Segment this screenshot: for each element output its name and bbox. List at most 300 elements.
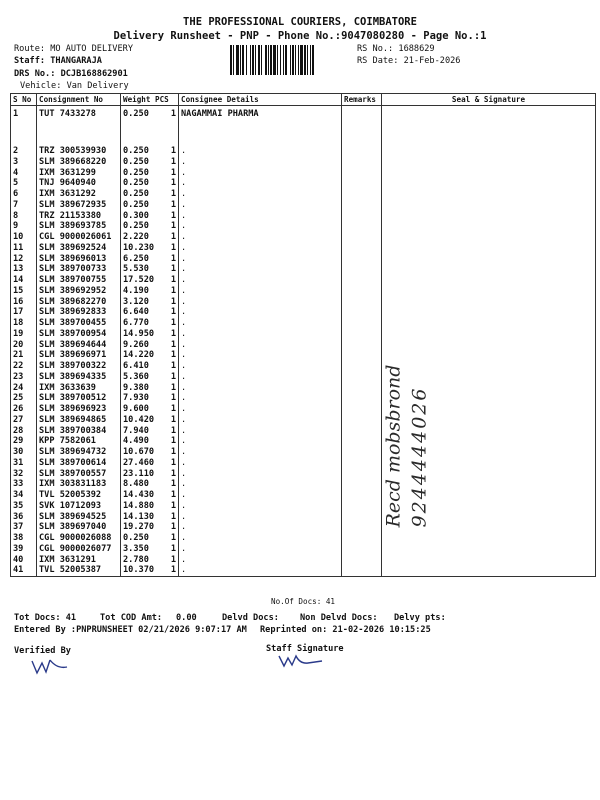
table-row bbox=[11, 157, 596, 168]
staff-signature bbox=[276, 652, 324, 670]
row-consignment-no: SLM 389700755 bbox=[37, 275, 121, 286]
row-seal bbox=[382, 329, 596, 340]
row-consignee: . bbox=[179, 490, 342, 501]
row-seal bbox=[382, 307, 596, 318]
row-consignment-no: CGL 9000026088 bbox=[37, 533, 121, 544]
row-sno: 27 bbox=[11, 415, 37, 426]
row-consignment-no: SLM 389700733 bbox=[37, 264, 121, 275]
runsheet-subtitle: Delivery Runsheet - PNP - Phone No.:9047080280 - Page No.:1 bbox=[113, 30, 487, 42]
table-row bbox=[11, 200, 596, 211]
row-weight: 14.430 bbox=[123, 490, 155, 500]
row-consignment-no: CGL 9000026077 bbox=[37, 544, 121, 555]
row-consignment-no: SLM 389694335 bbox=[37, 372, 121, 383]
row-sno: 25 bbox=[11, 393, 37, 404]
row-pcs: 1 bbox=[170, 500, 176, 511]
row-weight: 0.250 bbox=[123, 178, 149, 189]
row-sno: 41 bbox=[11, 565, 37, 576]
row-remarks bbox=[342, 479, 382, 490]
row-pcs: 1 bbox=[170, 285, 176, 296]
row-weight: 0.250 bbox=[123, 189, 149, 199]
table-row bbox=[11, 426, 596, 437]
row-pcs: 1 bbox=[170, 167, 176, 178]
row-weight: 6.770 bbox=[123, 318, 149, 328]
table-row bbox=[11, 565, 596, 576]
row-weight: 19.270 bbox=[123, 522, 155, 533]
row-consignment-no: SLM 389694525 bbox=[37, 512, 121, 523]
row-consignee: . bbox=[179, 200, 342, 211]
row-consignment-no: KPP 7582061 bbox=[37, 436, 121, 447]
row-remarks bbox=[342, 243, 382, 254]
row-consignee: . bbox=[179, 189, 342, 200]
barcode bbox=[230, 45, 353, 75]
row-weight-pcs bbox=[121, 106, 179, 147]
row-consignee: . bbox=[179, 232, 342, 243]
row-weight-pcs bbox=[121, 189, 179, 200]
row-consignment-no: SLM 389668220 bbox=[37, 157, 121, 168]
row-consignment-no: SLM 389692524 bbox=[37, 243, 121, 254]
table-row bbox=[11, 479, 596, 490]
row-consignee: . bbox=[179, 469, 342, 480]
row-consignment-no: SLM 389692952 bbox=[37, 286, 121, 297]
row-consignee: . bbox=[179, 533, 342, 544]
row-sno: 8 bbox=[11, 211, 37, 222]
row-remarks bbox=[342, 512, 382, 523]
row-pcs: 1 bbox=[170, 199, 176, 210]
row-pcs: 1 bbox=[170, 457, 176, 468]
row-pcs: 1 bbox=[170, 109, 176, 119]
row-weight: 2.220 bbox=[123, 232, 149, 242]
row-weight: 17.520 bbox=[123, 275, 155, 285]
non-delvd-docs: Non Delvd Docs: bbox=[300, 613, 378, 623]
row-consignment-no: TRZ 21153380 bbox=[37, 211, 121, 222]
col-remarks: Remarks bbox=[342, 94, 382, 106]
row-weight-pcs bbox=[121, 436, 179, 447]
handwritten-note bbox=[380, 365, 432, 528]
row-pcs: 1 bbox=[170, 533, 176, 543]
table-row bbox=[11, 221, 596, 232]
col-weight-pcs: Weight PCS bbox=[121, 94, 179, 106]
table-row bbox=[11, 501, 596, 512]
row-weight: 6.410 bbox=[123, 361, 149, 371]
row-consignee: . bbox=[179, 361, 342, 372]
handwritten-line-2: 9244444026 bbox=[408, 386, 431, 528]
row-consignment-no: SLM 389700614 bbox=[37, 458, 121, 469]
row-pcs: 1 bbox=[170, 511, 176, 522]
row-pcs: 1 bbox=[170, 339, 176, 350]
row-weight: 6.640 bbox=[123, 307, 149, 318]
row-weight-pcs bbox=[121, 512, 179, 523]
row-seal bbox=[382, 243, 596, 254]
row-consignee: . bbox=[179, 243, 342, 254]
row-sno: 30 bbox=[11, 447, 37, 458]
row-remarks bbox=[342, 264, 382, 275]
no-of-docs: No.Of Docs: 41 bbox=[271, 597, 336, 606]
row-weight-pcs bbox=[121, 404, 179, 415]
row-sno: 36 bbox=[11, 512, 37, 523]
row-remarks bbox=[342, 106, 382, 147]
row-consignment-no: SLM 389693785 bbox=[37, 221, 121, 232]
row-remarks bbox=[342, 415, 382, 426]
row-pcs: 1 bbox=[170, 490, 176, 500]
row-consignment-no: SLM 389682270 bbox=[37, 297, 121, 308]
row-remarks bbox=[342, 393, 382, 404]
row-weight-pcs bbox=[121, 232, 179, 243]
row-consignee: . bbox=[179, 447, 342, 458]
table-header-row bbox=[11, 94, 596, 106]
row-sno: 14 bbox=[11, 275, 37, 286]
table-row bbox=[11, 555, 596, 566]
row-pcs: 1 bbox=[170, 393, 176, 404]
row-weight-pcs bbox=[121, 565, 179, 576]
row-weight: 4.490 bbox=[123, 436, 149, 447]
row-remarks bbox=[342, 372, 382, 383]
row-pcs: 1 bbox=[170, 543, 176, 554]
row-consignee: . bbox=[179, 404, 342, 415]
row-consignment-no: SLM 389694644 bbox=[37, 340, 121, 351]
row-sno: 32 bbox=[11, 469, 37, 480]
row-consignment-no: SLM 389697040 bbox=[37, 522, 121, 533]
row-pcs: 1 bbox=[170, 382, 176, 393]
table-row bbox=[11, 404, 596, 415]
row-seal bbox=[382, 157, 596, 168]
row-weight: 0.250 bbox=[123, 109, 149, 119]
row-consignment-no: SLM 389694732 bbox=[37, 447, 121, 458]
row-pcs: 1 bbox=[170, 436, 176, 447]
row-weight-pcs bbox=[121, 221, 179, 232]
row-weight-pcs bbox=[121, 286, 179, 297]
row-remarks bbox=[342, 146, 382, 157]
row-weight-pcs bbox=[121, 361, 179, 372]
row-weight-pcs bbox=[121, 178, 179, 189]
row-sno: 4 bbox=[11, 168, 37, 179]
row-weight-pcs bbox=[121, 458, 179, 469]
row-weight: 6.250 bbox=[123, 253, 149, 264]
row-weight-pcs bbox=[121, 533, 179, 544]
row-weight-pcs bbox=[121, 544, 179, 555]
row-weight-pcs bbox=[121, 329, 179, 340]
row-pcs: 1 bbox=[170, 242, 176, 253]
row-consignment-no: SLM 389700954 bbox=[37, 329, 121, 340]
row-weight: 23.110 bbox=[123, 468, 155, 479]
table-row bbox=[11, 522, 596, 533]
row-weight-pcs bbox=[121, 393, 179, 404]
table-row bbox=[11, 329, 596, 340]
row-pcs: 1 bbox=[170, 253, 176, 264]
row-consignee: . bbox=[179, 479, 342, 490]
row-sno: 12 bbox=[11, 254, 37, 265]
drs-number: DRS No.: DCJB168862901 bbox=[14, 69, 128, 79]
row-seal bbox=[382, 232, 596, 243]
table-row bbox=[11, 436, 596, 447]
row-consignee: . bbox=[179, 544, 342, 555]
delvy-pts: Delvy pts: bbox=[394, 613, 446, 623]
row-consignee: . bbox=[179, 415, 342, 426]
table-row bbox=[11, 106, 596, 147]
row-seal bbox=[382, 106, 596, 147]
row-remarks bbox=[342, 490, 382, 501]
row-remarks bbox=[342, 254, 382, 265]
row-remarks bbox=[342, 329, 382, 340]
tot-cod-label: Tot COD Amt: bbox=[100, 613, 163, 623]
table-row bbox=[11, 243, 596, 254]
row-remarks bbox=[342, 458, 382, 469]
row-remarks bbox=[342, 350, 382, 361]
row-consignee: . bbox=[179, 168, 342, 179]
row-consignee: . bbox=[179, 383, 342, 394]
row-weight: 14.950 bbox=[123, 328, 155, 339]
row-remarks bbox=[342, 168, 382, 179]
col-sno: S No bbox=[11, 94, 37, 106]
row-weight-pcs bbox=[121, 318, 179, 329]
row-weight-pcs bbox=[121, 146, 179, 157]
row-sno: 3 bbox=[11, 157, 37, 168]
row-weight: 0.250 bbox=[123, 221, 149, 232]
row-weight-pcs bbox=[121, 372, 179, 383]
row-weight-pcs bbox=[121, 501, 179, 512]
row-seal bbox=[382, 178, 596, 189]
row-pcs: 1 bbox=[170, 275, 176, 285]
table-row bbox=[11, 264, 596, 275]
row-consignee: . bbox=[179, 211, 342, 222]
row-pcs: 1 bbox=[170, 210, 176, 221]
row-consignment-no: IXM 3631299 bbox=[37, 168, 121, 179]
row-seal bbox=[382, 533, 596, 544]
row-consignment-no: TVL 52005392 bbox=[37, 490, 121, 501]
row-weight-pcs bbox=[121, 490, 179, 501]
row-sno: 5 bbox=[11, 178, 37, 189]
row-weight-pcs bbox=[121, 168, 179, 179]
row-weight-pcs bbox=[121, 479, 179, 490]
row-consignment-no: SLM 389700557 bbox=[37, 469, 121, 480]
tot-cod-amount: 0.00 bbox=[176, 613, 197, 623]
row-weight-pcs bbox=[121, 264, 179, 275]
rs-number: RS No.: 1688629 bbox=[357, 44, 435, 54]
row-weight-pcs bbox=[121, 297, 179, 308]
row-sno: 11 bbox=[11, 243, 37, 254]
row-consignee: . bbox=[179, 350, 342, 361]
row-consignee: . bbox=[179, 146, 342, 157]
row-sno: 22 bbox=[11, 361, 37, 372]
row-remarks bbox=[342, 221, 382, 232]
row-weight: 10.670 bbox=[123, 447, 155, 457]
row-weight: 2.780 bbox=[123, 554, 149, 565]
row-weight-pcs bbox=[121, 522, 179, 533]
table-row bbox=[11, 275, 596, 286]
row-weight: 4.190 bbox=[123, 285, 149, 296]
row-weight: 14.220 bbox=[123, 350, 155, 361]
row-consignment-no: SLM 389696013 bbox=[37, 254, 121, 265]
row-sno: 28 bbox=[11, 426, 37, 437]
row-seal bbox=[382, 340, 596, 351]
row-consignee: . bbox=[179, 318, 342, 329]
table-row bbox=[11, 297, 596, 308]
row-pcs: 1 bbox=[170, 468, 176, 479]
row-weight: 3.120 bbox=[123, 296, 149, 307]
table-row bbox=[11, 458, 596, 469]
row-seal bbox=[382, 555, 596, 566]
table-row bbox=[11, 307, 596, 318]
row-consignment-no: TRZ 300539930 bbox=[37, 146, 121, 157]
row-weight: 5.360 bbox=[123, 371, 149, 382]
row-remarks bbox=[342, 307, 382, 318]
table-row bbox=[11, 211, 596, 222]
row-remarks bbox=[342, 447, 382, 458]
row-pcs: 1 bbox=[170, 554, 176, 565]
row-pcs: 1 bbox=[170, 479, 176, 490]
row-weight-pcs bbox=[121, 426, 179, 437]
row-consignment-no: CGL 9000026061 bbox=[37, 232, 121, 243]
table-row bbox=[11, 168, 596, 179]
row-consignee: . bbox=[179, 372, 342, 383]
row-weight: 27.460 bbox=[123, 457, 155, 468]
row-pcs: 1 bbox=[170, 414, 176, 425]
row-consignee: . bbox=[179, 221, 342, 232]
row-consignee: . bbox=[179, 501, 342, 512]
row-consignee: . bbox=[179, 297, 342, 308]
row-sno: 34 bbox=[11, 490, 37, 501]
row-sno: 15 bbox=[11, 286, 37, 297]
row-weight: 14.130 bbox=[123, 511, 155, 522]
row-consignee: . bbox=[179, 264, 342, 275]
row-weight: 7.930 bbox=[123, 393, 149, 404]
row-pcs: 1 bbox=[170, 232, 176, 242]
row-consignment-no: TUT 7433278 bbox=[37, 106, 121, 147]
table-row bbox=[11, 533, 596, 544]
table-row bbox=[11, 178, 596, 189]
rs-date: RS Date: 21-Feb-2026 bbox=[357, 56, 461, 66]
row-pcs: 1 bbox=[170, 447, 176, 457]
row-consignment-no: SLM 389700384 bbox=[37, 426, 121, 437]
table-row bbox=[11, 146, 596, 157]
row-remarks bbox=[342, 232, 382, 243]
row-pcs: 1 bbox=[170, 350, 176, 361]
row-weight-pcs bbox=[121, 200, 179, 211]
row-consignee: . bbox=[179, 426, 342, 437]
row-sno: 19 bbox=[11, 329, 37, 340]
row-consignment-no: SLM 389700512 bbox=[37, 393, 121, 404]
table-row bbox=[11, 383, 596, 394]
row-remarks bbox=[342, 157, 382, 168]
row-sno: 24 bbox=[11, 383, 37, 394]
row-consignment-no: SLM 389700322 bbox=[37, 361, 121, 372]
row-weight-pcs bbox=[121, 383, 179, 394]
row-consignment-no: IXM 3631292 bbox=[37, 189, 121, 200]
row-weight: 0.250 bbox=[123, 533, 149, 543]
row-consignee: NAGAMMAI PHARMA bbox=[179, 106, 342, 147]
row-pcs: 1 bbox=[170, 361, 176, 371]
table-row bbox=[11, 350, 596, 361]
row-consignment-no: SLM 389696923 bbox=[37, 404, 121, 415]
row-sno: 31 bbox=[11, 458, 37, 469]
table-row bbox=[11, 393, 596, 404]
row-weight: 0.250 bbox=[123, 167, 149, 178]
row-remarks bbox=[342, 383, 382, 394]
row-weight-pcs bbox=[121, 555, 179, 566]
row-pcs: 1 bbox=[170, 425, 176, 436]
row-seal bbox=[382, 350, 596, 361]
row-sno: 23 bbox=[11, 372, 37, 383]
row-sno: 2 bbox=[11, 146, 37, 157]
row-remarks bbox=[342, 361, 382, 372]
row-consignment-no: IXM 3631291 bbox=[37, 555, 121, 566]
row-weight-pcs bbox=[121, 469, 179, 480]
verified-by-label: Verified By bbox=[14, 646, 71, 656]
row-remarks bbox=[342, 200, 382, 211]
row-seal bbox=[382, 297, 596, 308]
table-row bbox=[11, 340, 596, 351]
row-seal bbox=[382, 565, 596, 576]
row-seal bbox=[382, 168, 596, 179]
row-sno: 16 bbox=[11, 297, 37, 308]
row-weight-pcs bbox=[121, 275, 179, 286]
row-consignee: . bbox=[179, 178, 342, 189]
row-consignee: . bbox=[179, 157, 342, 168]
col-consignment: Consignment No bbox=[37, 94, 121, 106]
row-pcs: 1 bbox=[170, 328, 176, 339]
row-pcs: 1 bbox=[170, 565, 176, 576]
row-sno: 20 bbox=[11, 340, 37, 351]
row-pcs: 1 bbox=[170, 522, 176, 533]
row-seal bbox=[382, 146, 596, 157]
row-weight-pcs bbox=[121, 447, 179, 458]
tot-docs: Tot Docs: 41 bbox=[14, 613, 77, 623]
row-pcs: 1 bbox=[170, 296, 176, 307]
row-sno: 7 bbox=[11, 200, 37, 211]
row-consignee: . bbox=[179, 555, 342, 566]
row-remarks bbox=[342, 286, 382, 297]
table-row bbox=[11, 490, 596, 501]
row-weight: 7.940 bbox=[123, 425, 149, 436]
row-weight: 5.530 bbox=[123, 264, 149, 275]
row-sno: 40 bbox=[11, 555, 37, 566]
row-weight: 3.350 bbox=[123, 543, 149, 554]
table-row bbox=[11, 232, 596, 243]
row-sno: 21 bbox=[11, 350, 37, 361]
row-sno: 37 bbox=[11, 522, 37, 533]
row-weight: 14.880 bbox=[123, 500, 155, 511]
row-sno: 35 bbox=[11, 501, 37, 512]
row-pcs: 1 bbox=[170, 264, 176, 275]
staff-label: Staff: THANGARAJA bbox=[14, 56, 102, 66]
row-weight-pcs bbox=[121, 243, 179, 254]
entered-by: Entered By :PNPRUNSHEET 02/21/2026 9:07:17 AM bbox=[14, 625, 247, 635]
table-row bbox=[11, 512, 596, 523]
row-pcs: 1 bbox=[170, 156, 176, 167]
row-remarks bbox=[342, 211, 382, 222]
table-row bbox=[11, 447, 596, 458]
row-weight-pcs bbox=[121, 211, 179, 222]
row-remarks bbox=[342, 340, 382, 351]
table-row bbox=[11, 415, 596, 426]
table-row bbox=[11, 254, 596, 265]
row-consignee: . bbox=[179, 565, 342, 576]
row-remarks bbox=[342, 189, 382, 200]
row-weight-pcs bbox=[121, 350, 179, 361]
row-weight: 10.370 bbox=[123, 565, 155, 576]
delivery-table bbox=[10, 93, 596, 577]
row-pcs: 1 bbox=[170, 307, 176, 318]
row-seal bbox=[382, 286, 596, 297]
row-consignee: . bbox=[179, 254, 342, 265]
row-weight: 0.250 bbox=[123, 146, 149, 156]
row-weight: 10.230 bbox=[123, 242, 155, 253]
row-consignment-no: SVK 10712093 bbox=[37, 501, 121, 512]
row-weight-pcs bbox=[121, 157, 179, 168]
row-pcs: 1 bbox=[170, 371, 176, 382]
row-weight-pcs bbox=[121, 254, 179, 265]
row-sno: 18 bbox=[11, 318, 37, 329]
row-pcs: 1 bbox=[170, 189, 176, 199]
